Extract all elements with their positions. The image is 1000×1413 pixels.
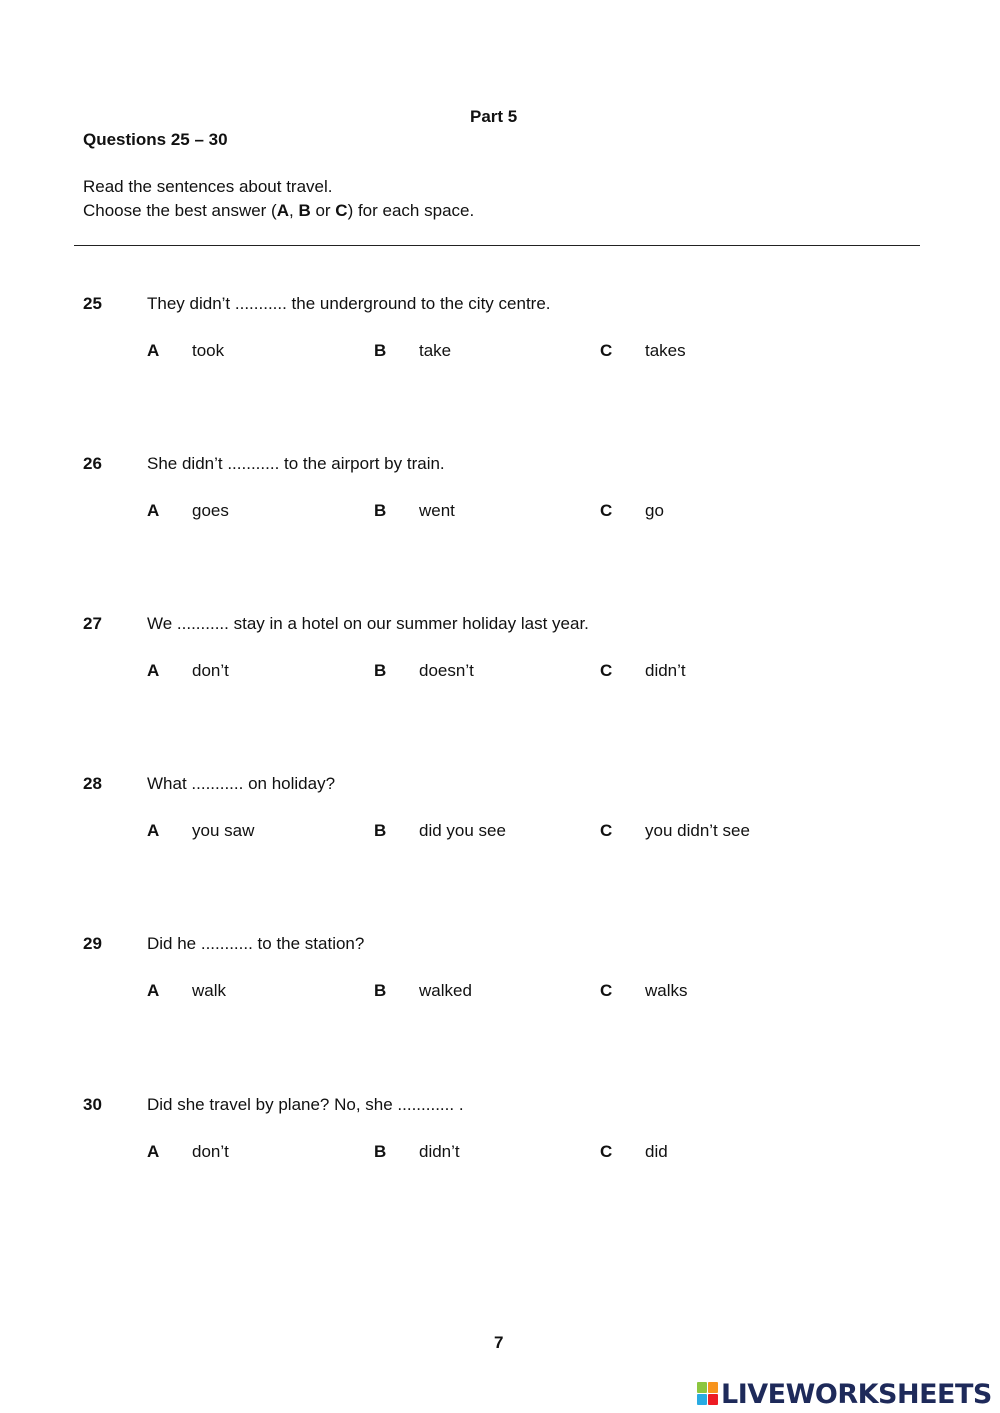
logo-text: LIVEWORKSHEETS (721, 1378, 992, 1410)
page-number: 7 (494, 1333, 504, 1352)
option-letter-c: C (600, 341, 613, 360)
question-28 (0, 774, 1000, 864)
option-letter-a: A (147, 661, 160, 680)
option-letter-a: A (147, 1142, 160, 1161)
instruction-text: ) for each space. (347, 201, 475, 220)
question-29 (0, 934, 1000, 1024)
question-number: 25 (83, 294, 102, 313)
option-c[interactable]: you didn’t see (645, 821, 750, 840)
question-number: 26 (83, 454, 102, 473)
instruction-text: Choose the best answer ( (83, 201, 277, 220)
option-b[interactable]: walked (419, 981, 472, 1000)
option-b[interactable]: went (419, 501, 455, 520)
option-letter-b: B (374, 1142, 387, 1161)
logo-square-green (697, 1382, 707, 1393)
instruction-line-2 (83, 201, 474, 221)
question-number: 28 (83, 774, 102, 793)
option-letter-c: C (600, 821, 613, 840)
question-26 (0, 454, 1000, 544)
option-letter-b: B (374, 981, 387, 1000)
option-b[interactable]: didn’t (419, 1142, 460, 1161)
option-a[interactable]: you saw (192, 821, 255, 840)
option-letter-a: A (147, 501, 160, 520)
option-letter-b: B (374, 341, 387, 360)
question-stem: She didn’t ........... to the airport by train. (147, 454, 445, 473)
option-c[interactable]: go (645, 501, 664, 520)
option-letter-a: A (147, 821, 160, 840)
option-a[interactable]: don’t (192, 661, 229, 680)
instruction-text: or (310, 201, 336, 220)
option-a[interactable]: took (192, 341, 225, 360)
instruction-line-1: Read the sentences about travel. (83, 177, 333, 196)
option-a[interactable]: don’t (192, 1142, 229, 1161)
option-letter-b: B (374, 821, 387, 840)
header-divider (74, 245, 920, 246)
logo-square-red (708, 1394, 718, 1405)
question-stem: We ........... stay in a hotel on our summer holiday last year. (147, 614, 589, 633)
option-c[interactable]: walks (645, 981, 688, 1000)
option-letter-b: B (374, 501, 387, 520)
question-stem: Did she travel by plane? No, she ............ . (147, 1095, 464, 1114)
option-a[interactable]: goes (192, 501, 229, 520)
questions-range: Questions 25 – 30 (83, 130, 228, 149)
logo-square-orange (708, 1382, 718, 1393)
question-27 (0, 614, 1000, 704)
option-b[interactable]: take (419, 341, 452, 360)
liveworksheets-logo[interactable] (697, 1376, 992, 1412)
option-letter-c: C (600, 1142, 613, 1161)
question-number: 29 (83, 934, 102, 953)
option-letter-a: A (147, 341, 160, 360)
option-b[interactable]: doesn’t (419, 661, 474, 680)
instruction-letter-a: A (276, 201, 289, 220)
part-title: Part 5 (470, 107, 518, 126)
option-c[interactable]: didn’t (645, 661, 686, 680)
logo-square-blue (697, 1394, 707, 1405)
option-letter-b: B (374, 661, 387, 680)
instruction-letter-b: B (298, 201, 311, 220)
question-number: 27 (83, 614, 102, 633)
option-letter-c: C (600, 661, 613, 680)
option-letter-c: C (600, 981, 613, 1000)
question-number: 30 (83, 1095, 102, 1114)
question-stem: They didn’t ........... the underground to the city centre. (147, 294, 551, 313)
option-a[interactable]: walk (192, 981, 227, 1000)
question-stem: What ........... on holiday? (147, 774, 336, 793)
option-letter-c: C (600, 501, 613, 520)
instruction-text: , (289, 201, 299, 220)
question-30 (0, 1095, 1000, 1185)
question-stem: Did he ........... to the station? (147, 934, 365, 953)
option-c[interactable]: did (645, 1142, 668, 1161)
instruction-letter-c: C (335, 201, 348, 220)
question-25 (0, 294, 1000, 384)
option-letter-a: A (147, 981, 160, 1000)
option-b[interactable]: did you see (419, 821, 506, 840)
option-c[interactable]: takes (645, 341, 686, 360)
liveworksheets-logo-icon (697, 1382, 719, 1406)
